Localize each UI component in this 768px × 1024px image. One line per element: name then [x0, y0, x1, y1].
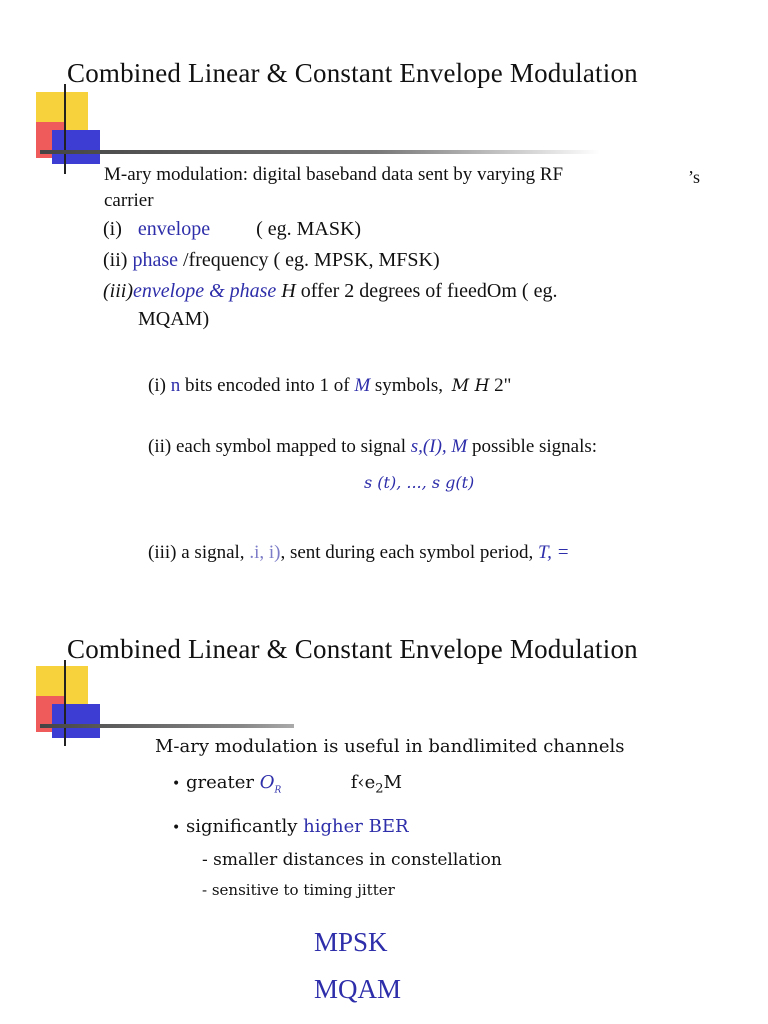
sub-item-ii [148, 436, 597, 458]
item-i-number: (i) [103, 218, 122, 240]
bullet-2-text: significantly [186, 816, 298, 837]
item-i [103, 218, 361, 241]
sub-i-math: M H [451, 376, 490, 396]
bullet-1-m: M [383, 772, 402, 793]
sub-i-m: M [354, 375, 371, 396]
item-ii-number: (ii) [103, 249, 128, 271]
sub-bullet-1-text: smaller distances in constellation [213, 850, 502, 870]
dash-icon: - [202, 881, 208, 899]
intro-line: M-ary modulation is useful in bandlimited channels [155, 736, 625, 757]
title-underline [40, 150, 600, 154]
item-ii-keyword: phase [132, 249, 178, 271]
sub-i-symbols: symbols, [374, 375, 444, 396]
sub-ii-signal: s,(I), M [410, 436, 468, 457]
sub-i-n: n [170, 375, 181, 396]
title-underline [40, 724, 294, 728]
sub-ii-text: (ii) each symbol mapped to signal [148, 436, 407, 457]
bullet-1-text: greater [186, 772, 255, 793]
dash-icon: - [202, 850, 208, 870]
sub-bullet-2-text: sensitive to timing jitter [211, 881, 395, 899]
item-iii-number: (iii) [103, 280, 133, 302]
signals-range: s (t), ..., s [364, 473, 441, 492]
sub-iii-t: T, = [537, 542, 570, 563]
item-iii-h: H [281, 280, 296, 302]
bullet-1-symbol: O [259, 772, 275, 793]
mqam-label: MQAM [314, 974, 402, 1004]
bullet-icon: • [172, 820, 181, 836]
sub-i-text: bits encoded into 1 of [184, 375, 350, 396]
signals-list [364, 473, 474, 492]
intro-carrier: carrier [104, 190, 154, 211]
sub-item-iii [148, 542, 569, 564]
sub-i-number: (i) [148, 375, 166, 396]
item-ii-example: /frequency ( eg. MPSK, MFSK) [182, 249, 440, 271]
bullet-1-log: f‹e [350, 772, 376, 793]
sub-ii-possible: possible signals: [471, 436, 598, 457]
sub-iii-text: (iii) a signal, [148, 542, 245, 563]
bullet-1-subscript: R [274, 785, 282, 796]
slide-title: Combined Linear & Constant Envelope Modulation [67, 58, 638, 88]
sub-iii-period: , sent during each symbol period, [280, 542, 534, 563]
item-i-example: ( eg. MASK) [256, 218, 362, 240]
item-iii [103, 280, 557, 303]
bullet-1 [172, 772, 402, 797]
sub-bullet-2 [202, 881, 395, 899]
item-iii-continued: MQAM) [138, 308, 210, 330]
sub-bullet-1 [202, 850, 502, 870]
sub-item-i [148, 375, 511, 397]
sub-i-exponent: 2" [494, 375, 512, 396]
item-iii-keyword: envelope & phase [133, 280, 277, 302]
bullet-2 [172, 816, 409, 837]
intro-suffix: ’s [688, 167, 701, 187]
bullet-1-log-base: 2 [375, 781, 384, 797]
intro-line [104, 164, 563, 186]
mpsk-label: MPSK [314, 927, 388, 957]
intro-text: M-ary modulation: digital baseband data sent by varying RF [104, 164, 564, 185]
signals-last: g(t) [445, 473, 475, 492]
bullet-2-highlight: higher BER [303, 816, 409, 837]
item-ii [103, 249, 440, 272]
slide-title: Combined Linear & Constant Envelope Modulation [67, 634, 638, 664]
item-iii-example: offer 2 degrees of fıeedOm ( eg. [300, 280, 558, 302]
sub-iii-signal: .i, i) [249, 542, 281, 563]
item-i-keyword: envelope [137, 218, 211, 240]
bullet-icon: • [172, 776, 181, 792]
